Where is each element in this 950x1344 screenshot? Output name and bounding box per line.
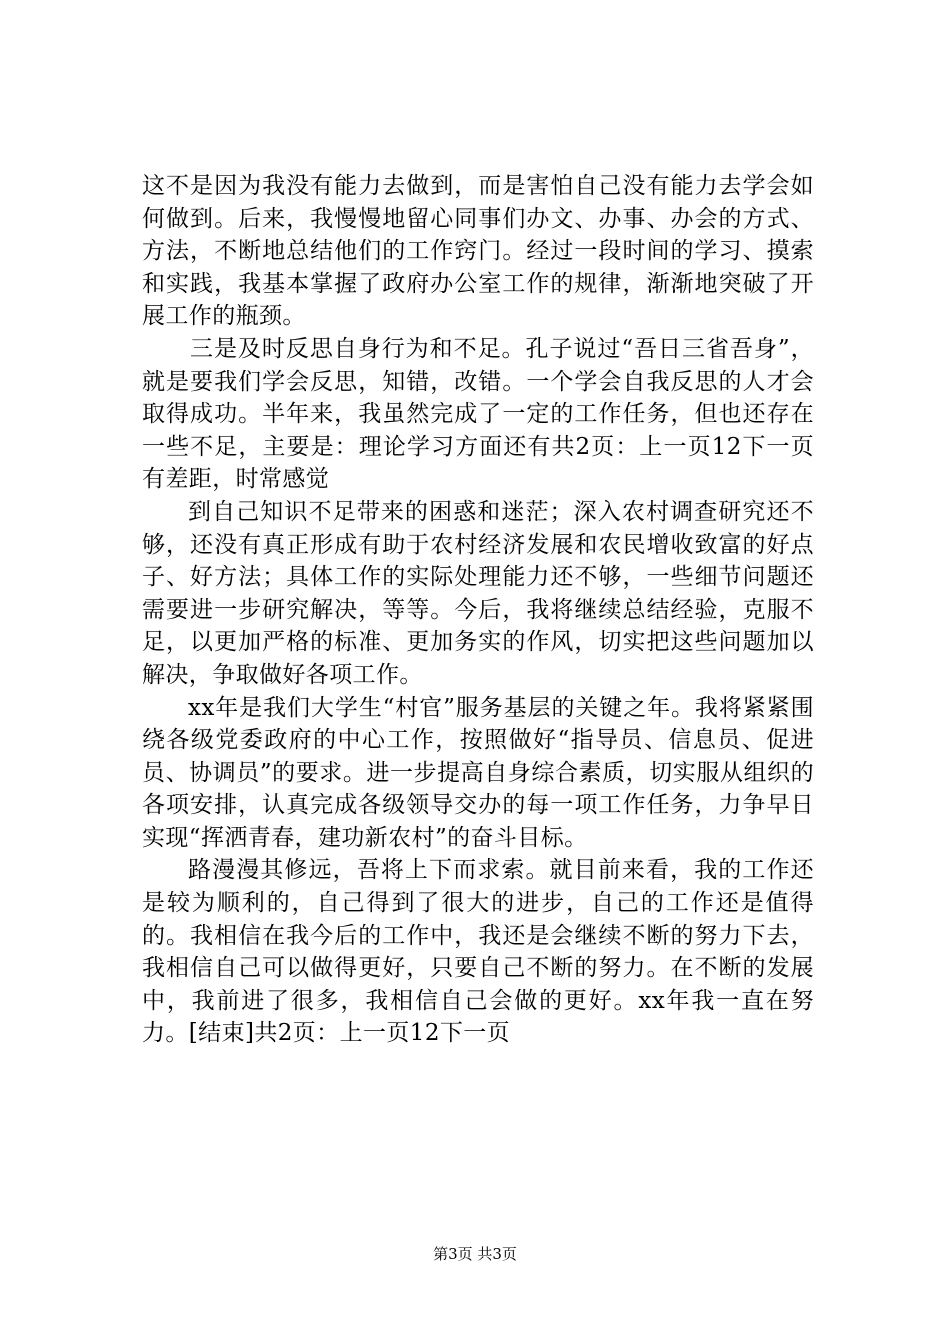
paragraph-continuation: 这不是因为我没有能力去做到，而是害怕自己没有能力去学会如何做到。后来，我慢慢地留心同事们办文、办事、办会的方式、方法，不断地总结他们的工作窍门。经过一段时间的学习、摸索和实践，我基本掌握了政府办公室工作的规律，渐渐地突破了开展工作的瓶颈。 (142, 173, 814, 330)
paragraph-shortcomings: 到自己知识不足带来的困惑和迷茫；深入农村调查研究还不够，还没有真正形成有助于农村经济发展和农民增收致富的好点子、好方法；具体工作的实际处理能力还不够，一些细节问题还需要进一步研究解决，等等。今后，我将继续总结经验，克服不足，以更加严格的标准、更加务实的作风，切实把这些问题加以解决，争取做好各项工作。 (142, 498, 814, 688)
paragraph-conclusion: 路漫漫其修远，吾将上下而求索。就目前来看，我的工作还是较为顺利的，自己得到了很大的进步，自己的工作还是值得的。我相信在我今后的工作中，我还是会继续不断的努力下去，我相信自己可以做得更好，只要自己不断的努力。在不断的发展中，我前进了很多，我相信自己会做的更好。xx年我一直在努力。[结束]共2页：上一页12下一页 (142, 857, 814, 1047)
page-number-footer: 第3页 共3页 (433, 1245, 517, 1263)
paragraph-plan: xx年是我们大学生“村官”服务基层的关键之年。我将紧紧围绕各级党委政府的中心工作，按照做好“指导员、信息员、促进员、协调员”的要求。进一步提高自身综合素质，切实服从组织的各项安排，认真完成各级领导交办的每一项工作任务，力争早日实现“挥洒青春，建功新农村”的奋斗目标。 (142, 694, 814, 851)
paragraph-reflection: 三是及时反思自身行为和不足。孔子说过“吾日三省吾身”，就是要我们学会反思，知错，改错。一个学会自我反思的人才会取得成功。半年来，我虽然完成了一定的工作任务，但也还存在一些不足，主要是：理论学习方面还有共2页：上一页12下一页有差距，时常感觉 (142, 335, 814, 493)
document-body (142, 170, 814, 1050)
